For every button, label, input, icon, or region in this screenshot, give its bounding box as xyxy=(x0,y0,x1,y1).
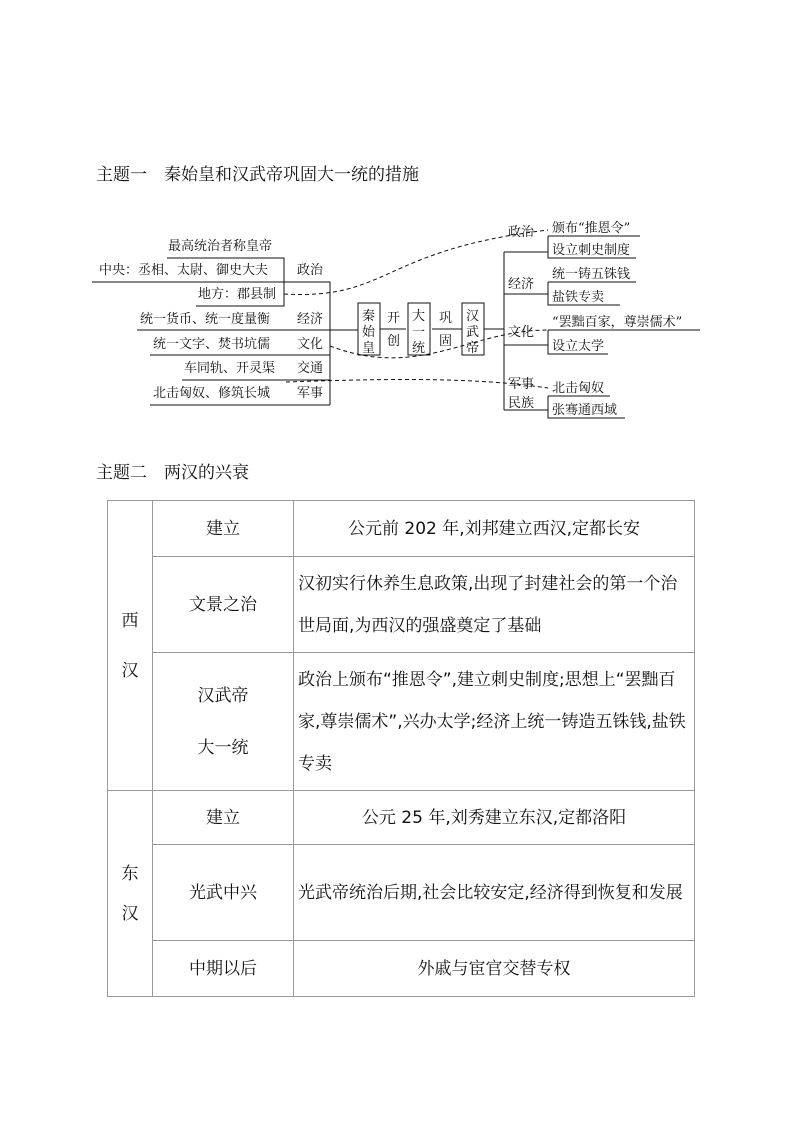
left-transport-item: 车同轨、开灵渠 xyxy=(184,361,276,376)
dayitong-char-1: 大 xyxy=(412,309,426,324)
left-category-military: 军事 xyxy=(297,386,324,401)
right-economy-item-2: 盐铁专卖 xyxy=(552,290,605,305)
topic1-heading: 主题一 秦始皇和汉武帝巩固大一统的措施 xyxy=(96,165,419,185)
table-desc: 政治上颁布“推恩令”,建立刺史制度;思想上“罢黜百家,尊崇儒术”,兴办太学;经济上统一铸造五铢钱,盐铁专卖 xyxy=(294,653,695,791)
left-politics-item-2: 中央：丞相、太尉、御史大夫 xyxy=(99,263,269,278)
dayitong-char-3: 统 xyxy=(412,341,426,356)
gonggu-char-2: 固 xyxy=(439,334,453,349)
table-desc: 公元前 202 年,刘邦建立西汉,定都长安 xyxy=(294,501,695,557)
right-category-culture: 文化 xyxy=(508,325,535,340)
table-item: 文景之治 xyxy=(153,557,294,653)
hanwudi-char-1: 汉 xyxy=(466,309,480,324)
kaichuang-char-2: 创 xyxy=(387,334,401,349)
qin-char-2: 始 xyxy=(362,325,376,340)
right-category-military: 军事 xyxy=(508,377,535,392)
left-category-transport: 交通 xyxy=(297,361,324,376)
table-row xyxy=(108,653,695,791)
right-category-ethnic: 民族 xyxy=(508,396,535,411)
left-category-culture: 文化 xyxy=(297,337,324,352)
qin-char-3: 皇 xyxy=(362,341,376,356)
right-economy-item-1: 统一铸五铢钱 xyxy=(552,267,631,282)
hanwudi-char-3: 帝 xyxy=(466,341,480,356)
left-politics-item-3: 地方：郡县制 xyxy=(198,287,277,302)
table-desc: 汉初实行休养生息政策,出现了封建社会的第一个治世局面,为西汉的强盛奠定了基础 xyxy=(294,557,695,653)
western-han-label: 西 汉 xyxy=(108,501,153,791)
right-category-economy: 经济 xyxy=(508,277,535,292)
table-item: 光武中兴 xyxy=(153,845,294,941)
right-category-politics: 政治 xyxy=(508,225,535,240)
left-military-item: 北击匈奴、修筑长城 xyxy=(153,386,271,401)
right-culture-item-2: 设立太学 xyxy=(552,339,605,354)
table-item: 建立 xyxy=(153,791,294,845)
topic2-heading: 主题二 两汉的兴衰 xyxy=(96,463,249,483)
left-politics-item-1: 最高统治者称皇帝 xyxy=(168,239,273,254)
right-military-item-2: 张骞通西域 xyxy=(552,403,618,418)
dayitong-char-2: 一 xyxy=(412,325,426,340)
gonggu-char-1: 巩 xyxy=(439,311,453,326)
qin-han-unification-diagram xyxy=(0,0,794,440)
table-desc: 外戚与宦官交替专权 xyxy=(294,941,695,997)
table-row xyxy=(108,941,695,997)
right-military-item-1: 北击匈奴 xyxy=(552,381,605,396)
left-category-economy: 经济 xyxy=(297,312,324,327)
table-desc: 公元 25 年,刘秀建立东汉,定都洛阳 xyxy=(294,791,695,845)
table-row xyxy=(108,501,695,557)
right-politics-item-1: 颁布“推恩令” xyxy=(552,221,631,236)
table-item: 建立 xyxy=(153,501,294,557)
right-culture-item-1: “罢黜百家，尊崇儒术” xyxy=(552,315,683,330)
table-row xyxy=(108,791,695,845)
table-item: 中期以后 xyxy=(153,941,294,997)
table-desc: 光武帝统治后期,社会比较安定,经济得到恢复和发展 xyxy=(294,845,695,941)
left-economy-item: 统一货币、统一度量衡 xyxy=(140,312,271,327)
han-dynasty-table xyxy=(107,500,695,997)
hanwudi-char-2: 武 xyxy=(466,325,480,340)
qin-char-1: 秦 xyxy=(362,309,376,324)
left-culture-item: 统一文字、焚书坑儒 xyxy=(153,337,271,352)
table-item: 汉武帝 大一统 xyxy=(153,653,294,791)
table-row xyxy=(108,845,695,941)
left-category-politics: 政治 xyxy=(297,263,324,278)
table-row xyxy=(108,557,695,653)
eastern-han-label: 东 汉 xyxy=(108,791,153,997)
kaichuang-char-1: 开 xyxy=(387,311,401,326)
right-politics-item-2: 设立刺史制度 xyxy=(552,243,631,258)
